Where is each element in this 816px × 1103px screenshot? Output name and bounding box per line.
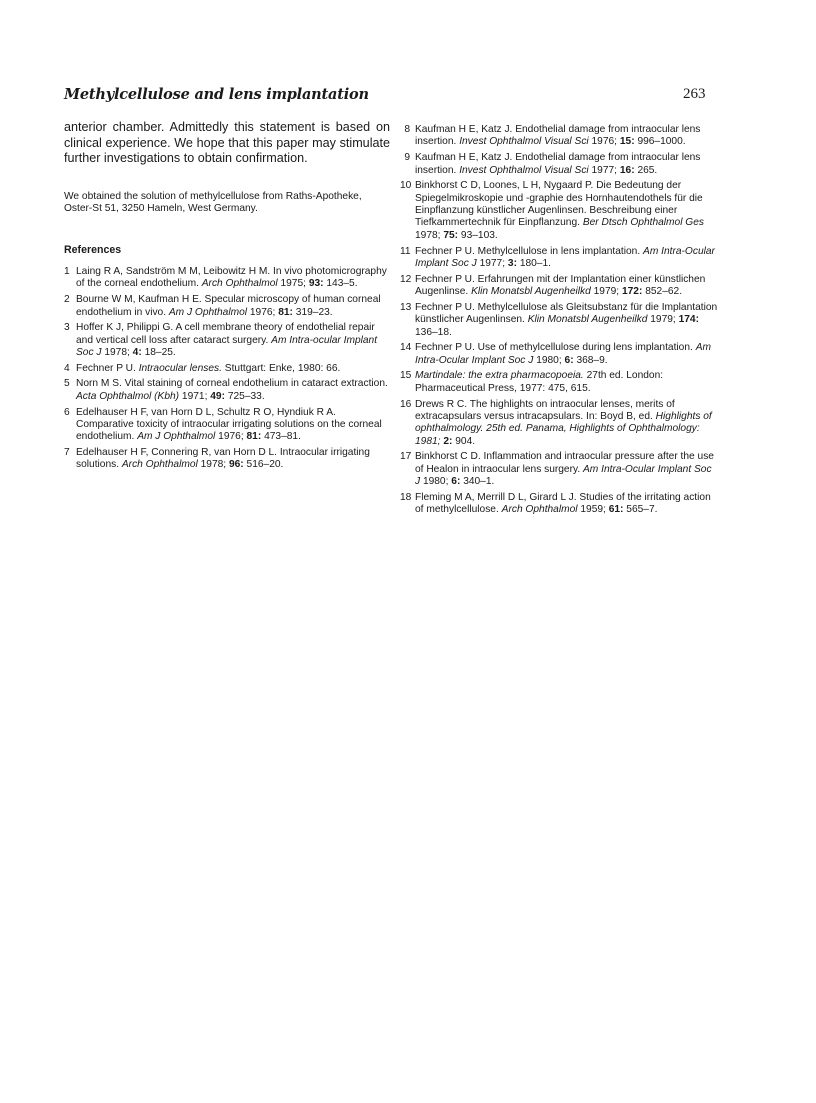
reference-journal: Acta Ophthalmol (Kbh) [76, 390, 180, 402]
reference-volume: 3: [507, 257, 517, 269]
reference-journal: Arch Ophthalmol [501, 504, 578, 516]
reference-year: Stuttgart: Enke, 1980: [224, 362, 324, 374]
reference-volume: 96: [228, 459, 244, 471]
reference-journal: Am Intra-Ocular Implant Soc J [415, 463, 712, 488]
reference-pages: 340–1. [463, 476, 495, 488]
reference-year: 27th ed. London: Pharmaceutical Press, 1977: [415, 370, 664, 394]
reference-pages: 18–25. [144, 347, 176, 359]
reference-year: 1978; [200, 459, 227, 471]
reference-number: 8 [404, 124, 410, 135]
reference-authors: Fechner P U. [76, 362, 136, 374]
reference-number: 10 [400, 180, 412, 192]
reference-authors: Fechner P U. Erfahrungen mit der Implantation einer künstlichen Augenlinse. [415, 273, 706, 298]
reference-item [64, 378, 390, 403]
reference-year: 1975; [280, 278, 306, 290]
reference-number: 6 [64, 406, 70, 418]
reference-journal: Am J Ophthalmol [168, 306, 248, 318]
reference-pages: 852–62. [645, 286, 683, 298]
reference-pages: 565–7. [626, 504, 658, 516]
reference-pages: 136–18. [415, 326, 452, 338]
reference-number: 7 [64, 447, 70, 459]
reference-year: 1976; [591, 136, 618, 148]
reference-pages: 180–1. [519, 257, 551, 269]
reference-number: 2 [64, 294, 70, 306]
reference-volume: 49: [210, 390, 225, 402]
reference-pages: 93–103. [460, 229, 498, 241]
reference-text [415, 302, 718, 339]
reference-year: 1977; [479, 257, 506, 269]
reference-year: 1976; [249, 306, 276, 318]
reference-item [400, 124, 718, 149]
reference-text [76, 294, 390, 319]
reference-journal: Arch Ophthalmol [201, 278, 278, 290]
reference-volume: 15: [619, 136, 635, 148]
reference-authors: Edelhauser H F, van Horn D L, Schultz R O, Hyndiuk R A. Comparative toxicity of intraocular irrigating solutions on the corneal endothelium. [76, 406, 382, 443]
reference-number: 9 [404, 152, 410, 164]
reference-year: 1979; [593, 286, 620, 298]
reference-text [415, 246, 718, 271]
reference-volume: 16: [619, 164, 635, 176]
reference-number: 15 [400, 370, 412, 382]
reference-pages: 996–1000. [637, 136, 686, 148]
reference-pages: 473–81. [264, 431, 301, 443]
reference-year: 1976; [218, 431, 244, 443]
reference-text [415, 370, 718, 395]
reference-year: 1980; [536, 354, 562, 366]
reference-text [415, 492, 718, 517]
acknowledgement: We obtained the solution of methylcellulose from Raths-Apotheke, Oster-St 51, 3250 Hameln, West Germany. [64, 190, 362, 215]
reference-text [415, 124, 718, 149]
reference-item [64, 447, 390, 472]
reference-pages: 368–9. [576, 354, 608, 366]
reference-authors: Kaufman H E, Katz J. Endothelial damage from intraocular lens insertion. [415, 124, 701, 148]
reference-text [415, 451, 718, 488]
reference-text [415, 399, 718, 449]
left-column [64, 120, 390, 475]
reference-journal: Ber Dtsch Ophthalmol Ges [582, 217, 704, 229]
reference-journal: Highlights of ophthalmology. 25th ed. Panama, Highlights of Ophthalmology: 1981; [415, 410, 712, 447]
reference-authors: Bourne W M, Kaufman H E. Specular microscopy of human corneal endothelium in vivo. [76, 294, 381, 318]
reference-number: 16 [400, 398, 412, 410]
reference-item [400, 274, 718, 299]
reference-authors: Kaufman H E, Katz J. Endothelial damage from intraocular lens insertion. [415, 152, 701, 176]
reference-number: 1 [64, 266, 70, 277]
reference-volume: 81: [278, 306, 293, 318]
reference-number: 12 [400, 273, 412, 285]
reference-authors: Edelhauser H F, Connering R, van Horn D L. Intraocular irrigating solutions. [76, 447, 370, 471]
reference-pages: 475, 615. [548, 382, 591, 394]
reference-pages: 319–23. [295, 306, 333, 318]
reference-year: 1971; [181, 390, 208, 402]
reference-authors: Fechner P U. Use of methylcellulose during lens implantation. [415, 342, 693, 354]
reference-text [415, 180, 718, 242]
reference-volume: 93: [308, 278, 324, 290]
reference-authors: Binkhorst C D, Loones, L H, Nygaard P. Die Bedeutung der Spiegelmikroskopie und -graphie des Hornhautendothels für die Einpflanzung künstlicher Augenlinsen. Beschreibung einer Tiefkammertechnik für Einpflanzung. [415, 180, 703, 229]
reference-volume: 6: [564, 354, 574, 366]
reference-journal: Martindale: the extra pharmacopoeia. [415, 370, 584, 382]
reference-authors: Binkhorst C D. Inflammation and intraocular pressure after the use of Healon in intraocular lens surgery. [415, 451, 714, 475]
reference-volume: 81: [246, 431, 262, 443]
reference-journal: Klin Monatsbl Augenheilkd [471, 286, 591, 298]
reference-number: 14 [400, 342, 412, 354]
reference-text [76, 266, 390, 291]
reference-volume: 6: [451, 476, 461, 488]
reference-number: 3 [64, 322, 70, 334]
reference-year: 1979; [650, 314, 676, 326]
reference-number: 5 [64, 378, 70, 390]
reference-item [64, 266, 390, 291]
reference-journal: Invest Ophthalmol Visual Sci [459, 164, 589, 176]
reference-item [64, 363, 390, 375]
reference-text [415, 152, 718, 177]
reference-pages: 516–20. [246, 459, 284, 471]
reference-text [76, 407, 390, 444]
reference-volume: 75: [443, 229, 459, 241]
reference-item [400, 180, 718, 242]
reference-year: 1959; [580, 504, 606, 516]
reference-item [400, 492, 718, 517]
right-column [400, 124, 718, 520]
reference-volume: 172: [621, 286, 643, 298]
reference-item [400, 246, 718, 271]
reference-authors: Laing R A, Sandström M M, Leibowitz H M. In vivo photomicrography of the corneal endothelium. [76, 266, 387, 290]
page-number: 263 [683, 86, 706, 102]
reference-year: 1978; [104, 347, 130, 359]
reference-number: 13 [400, 301, 412, 313]
reference-year: 1978; [415, 229, 441, 241]
reference-pages: 143–5. [326, 278, 358, 290]
reference-authors: Drews R C. The highlights on intraocular lenses, merits of extracapsulars versus intracapsulars. In: Boyd B, ed. [415, 398, 675, 422]
reference-journal: Am Intra-Ocular Implant Soc J [415, 342, 711, 366]
reference-item [64, 322, 390, 359]
reference-authors: Hoffer K J, Philippi G. A cell membrane theory of endothelial repair and vertical cell loss after cataract surgery. [76, 322, 375, 346]
reference-year: 1980; [422, 476, 449, 488]
reference-authors: Fleming M A, Merrill D L, Girard L J. Studies of the irritating action of methylcellulose. [415, 491, 711, 516]
reference-year: 1977; [591, 164, 618, 176]
body-paragraph: anterior chamber. Admittedly this statement is based on clinical experience. We hope that this paper may stimulate further investigations to obtain confirmation. [64, 120, 390, 166]
reference-number: 18 [400, 491, 412, 503]
reference-journal: Invest Ophthalmol Visual Sci [459, 136, 589, 148]
reference-pages: 66. [326, 362, 341, 374]
reference-number: 17 [400, 451, 412, 463]
reference-item [64, 294, 390, 319]
reference-number: 4 [64, 362, 70, 374]
reference-journal: Am Intra-ocular Implant Soc J [76, 334, 378, 359]
reference-item [64, 407, 390, 444]
reference-text [76, 363, 390, 375]
reference-volume: 174: [678, 314, 699, 326]
running-title: Methylcellulose and lens implantation [64, 86, 369, 103]
reference-volume: 61: [608, 504, 624, 516]
reference-authors: Fechner P U. Methylcellulose in lens implantation. [415, 245, 641, 257]
reference-journal: Am Intra-Ocular Implant Soc J [415, 245, 715, 269]
reference-list-right [400, 124, 718, 517]
reference-item [400, 342, 718, 367]
reference-item [400, 370, 718, 395]
reference-pages: 725–33. [227, 390, 265, 402]
reference-text [415, 274, 718, 299]
reference-volume: 2: [443, 435, 453, 447]
reference-text [76, 322, 390, 359]
reference-journal: Am J Ophthalmol [137, 431, 216, 443]
reference-pages: 904. [455, 435, 476, 447]
reference-authors: Fechner P U. Methylcellulose als Gleitsubstanz für die Implantation künstlicher Augenlinsen. [415, 301, 718, 326]
reference-item [400, 152, 718, 177]
reference-pages: 265. [637, 164, 658, 176]
references-heading: References [64, 243, 122, 256]
reference-authors: Norn M S. Vital staining of corneal endothelium in cataract extraction. [76, 378, 388, 390]
reference-journal: Intraocular lenses. [138, 362, 222, 374]
reference-number: 11 [400, 245, 411, 257]
reference-item [400, 399, 718, 449]
reference-text [76, 447, 390, 472]
reference-text [415, 342, 718, 367]
reference-text [76, 378, 390, 403]
reference-journal: Klin Monatsbl Augenheilkd [527, 314, 648, 326]
reference-journal: Arch Ophthalmol [121, 459, 198, 471]
reference-item [400, 302, 718, 339]
reference-volume: 4: [132, 347, 142, 359]
reference-list-left [64, 266, 390, 472]
reference-item [400, 451, 718, 488]
